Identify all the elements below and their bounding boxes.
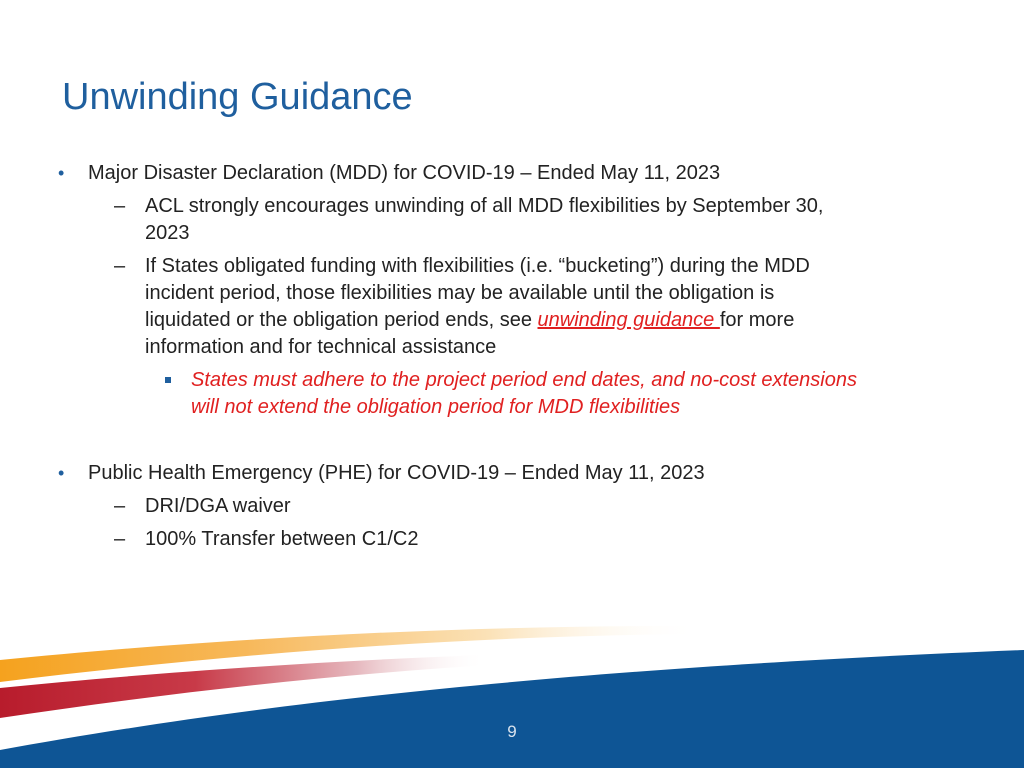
- square-bullet-icon: [165, 377, 171, 383]
- sub-bullet-acl-line-2: 2023: [145, 222, 190, 244]
- sub-bullet-acl-line-1: ACL strongly encourages unwinding of all MDD flexibilities by September 30,: [145, 195, 824, 217]
- line-text: for more: [719, 309, 795, 331]
- page-number: 9: [507, 722, 517, 741]
- unwinding-guidance-link[interactable]: unwinding guidance: [537, 309, 720, 331]
- sub-bullet-states-line-1: If States obligated funding with flexibilities (i.e. “bucketing”) during the MDD: [145, 255, 810, 277]
- dash-icon: –: [114, 255, 126, 277]
- sub-bullet-states-line-3: [145, 307, 794, 334]
- dash-icon: –: [114, 495, 126, 517]
- bullet-mdd: Major Disaster Declaration (MDD) for COVID-19 – Ended May 11, 2023: [88, 162, 721, 184]
- dash-icon: –: [114, 195, 126, 217]
- note-line-1: States must adhere to the project period end dates, and no-cost extensions: [191, 369, 857, 391]
- footer-swoosh-decoration: [0, 600, 1024, 768]
- sub-bullet-transfer: 100% Transfer between C1/C2: [145, 528, 419, 550]
- sub-bullet-states-line-2: incident period, those flexibilities may be available until the obligation is: [145, 282, 775, 304]
- bullet-icon: •: [58, 163, 65, 183]
- slide-title: Unwinding Guidance: [62, 76, 413, 118]
- dash-icon: –: [114, 528, 126, 550]
- sub-bullet-dri: DRI/DGA waiver: [145, 495, 291, 517]
- bullet-icon: •: [58, 463, 65, 483]
- sub-bullet-states-line-4: information and for technical assistance: [145, 336, 497, 358]
- note-line-2: will not extend the obligation period for MDD flexibilities: [191, 396, 681, 418]
- bullet-phe: Public Health Emergency (PHE) for COVID-19 – Ended May 11, 2023: [88, 462, 705, 484]
- line-text: liquidated or the obligation period ends, see: [145, 309, 538, 331]
